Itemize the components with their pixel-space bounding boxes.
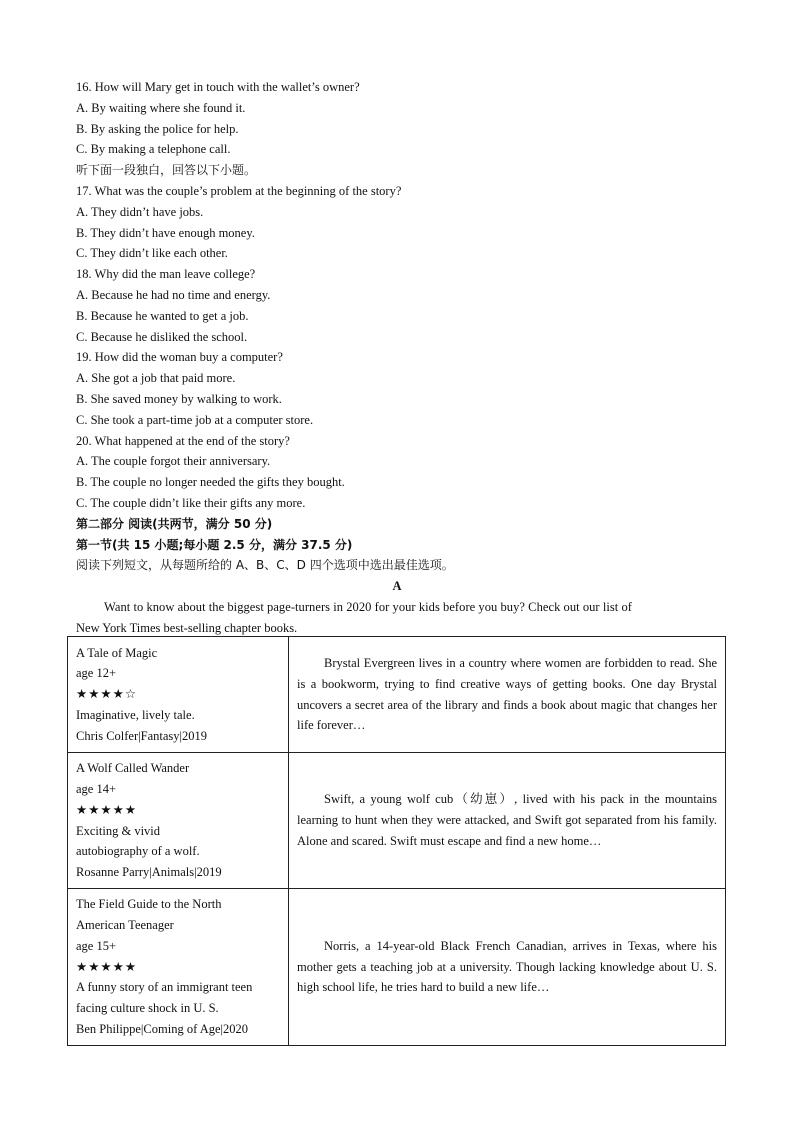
listening-instruction: 听下面一段独白，回答以下小题。: [76, 163, 257, 178]
book-age: age 15+: [76, 938, 117, 953]
option-18c: C. Because he disliked the school.: [76, 329, 248, 344]
book-rating: ★★★★☆: [76, 687, 138, 702]
question-16: 16. How will Mary get in touch with the wallet’s owner?: [76, 80, 360, 94]
book-age: age 12+: [76, 666, 117, 681]
reading-instruction: 阅读下列短文，从每题所给的 A、B、C、D 四个选项中选出最佳选项。: [76, 558, 454, 573]
book-tagline-cont: autobiography of a wolf.: [76, 844, 200, 859]
option-17c: C. They didn’t like each other.: [76, 246, 228, 261]
book-title-cont: American Teenager: [76, 918, 174, 932]
book-author-info: Rosanne Parry|Animals|2019: [76, 865, 222, 880]
book-description-cell: [289, 753, 726, 889]
passage-label: A: [392, 579, 402, 594]
book-meta-cell: [68, 889, 289, 1046]
book-author-info: Chris Colfer|Fantasy|2019: [76, 728, 208, 743]
question-18: 18. Why did the man leave college?: [76, 267, 256, 282]
option-18a: A. Because he had no time and energy.: [76, 287, 271, 302]
book-title: A Wolf Called Wander: [76, 761, 190, 776]
book-title: The Field Guide to the North: [76, 897, 222, 912]
exam-page: [76, 77, 718, 639]
reading-part-heading: 第二部分 阅读(共两节，满分 50 分): [76, 516, 273, 531]
passage-intro-line2: New York Times best-selling chapter books.: [76, 620, 298, 635]
book-description: Swift, a young wolf cub（幼崽）, lived with his pack in the mountains learning to hunt when they were attacked, and Swift got separated from his family. Alone and scared. Swift must escape and find a new home…: [297, 792, 717, 848]
reading-section-heading: 第一节(共 15 小题;每小题 2.5 分，满分 37.5 分): [76, 537, 353, 552]
table-row: [68, 753, 726, 889]
book-tagline: Imaginative, lively tale.: [76, 707, 195, 722]
book-description: Brystal Evergreen lives in a country where women are forbidden to read. She is a bookworm, trying to find creative ways of getting books. One day Brystal uncovers a secret area of the library and finds a book about magic that changes her life forever…: [297, 655, 717, 733]
book-meta-cell: [68, 753, 289, 889]
book-description-cell: [289, 637, 726, 753]
question-17: 17. What was the couple’s problem at the beginning of the story?: [76, 183, 402, 198]
table-row: [68, 637, 726, 753]
option-19c: C. She took a part-time job at a computer store.: [76, 412, 314, 427]
option-20c: C. The couple didn’t like their gifts any more.: [76, 495, 306, 510]
option-20b: B. The couple no longer needed the gifts they bought.: [76, 475, 345, 490]
table-row: [68, 889, 726, 1046]
book-meta-cell: [68, 637, 289, 753]
book-description-cell: [289, 889, 726, 1046]
option-16a: A. By waiting where she found it.: [76, 100, 246, 115]
option-19a: A. She got a job that paid more.: [76, 371, 236, 386]
question-20: 20. What happened at the end of the story?: [76, 433, 290, 448]
book-tagline-cont: facing culture shock in U. S.: [76, 1001, 219, 1016]
question-19: 19. How did the woman buy a computer?: [76, 350, 283, 365]
book-tagline: A funny story of an immigrant teen: [76, 980, 253, 995]
option-16b: B. By asking the police for help.: [76, 121, 239, 136]
book-age: age 14+: [76, 781, 117, 796]
book-description: Norris, a 14-year-old Black French Canadian, arrives in Texas, where his mother gets a teaching job at a university. Though lacking knowledge about U. S. high school life, he tries hard to build a new life…: [297, 938, 717, 995]
book-list-table: [67, 636, 726, 1046]
book-title: A Tale of Magic: [76, 645, 158, 660]
option-17a: A. They didn’t have jobs.: [76, 204, 204, 219]
book-rating: ★★★★★: [76, 959, 138, 974]
option-20a: A. The couple forgot their anniversary.: [76, 454, 271, 469]
book-author-info: Ben Philippe|Coming of Age|2020: [76, 1021, 249, 1036]
option-18b: B. Because he wanted to get a job.: [76, 308, 249, 323]
option-19b: B. She saved money by walking to work.: [76, 391, 282, 406]
book-rating: ★★★★★: [76, 802, 138, 817]
option-16c: C. By making a telephone call.: [76, 142, 231, 157]
passage-intro-line1: Want to know about the biggest page-turners in 2020 for your kids before you buy? Check out our list of: [104, 599, 632, 614]
option-17b: B. They didn’t have enough money.: [76, 225, 255, 240]
book-tagline: Exciting & vivid: [76, 823, 161, 838]
